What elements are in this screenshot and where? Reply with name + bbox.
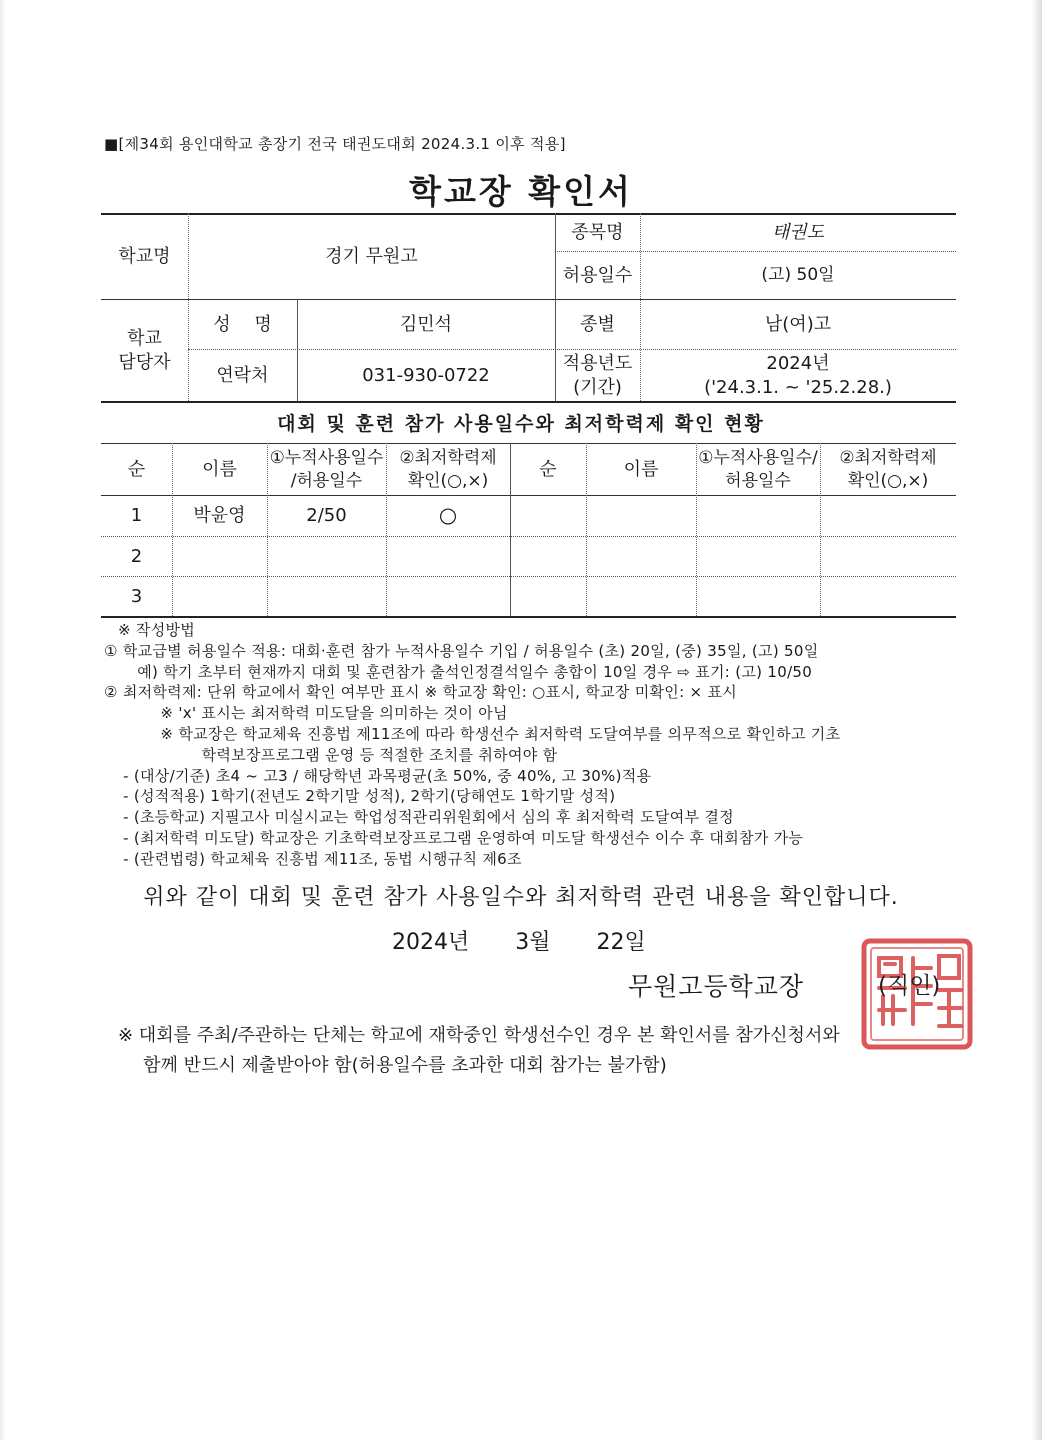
row-3-name — [172, 577, 267, 616]
col-header-days-right-line2: 허용일수 — [725, 470, 791, 491]
footnote-line: ※ 대회를 주최/주관하는 단체는 학교에 재학중인 학생선수인 경우 본 확인서를 참가신청서와 — [118, 1025, 840, 1046]
phone-value: 031-930-0722 — [362, 364, 490, 386]
gender-value: 남(여)고 — [764, 313, 832, 335]
notes-heading: ※ 작성방법 — [118, 621, 196, 639]
contact-person-label-line2: 담당자 — [118, 351, 171, 373]
row-1-no: 1 — [130, 505, 143, 527]
page-edge-left — [0, 0, 6, 1440]
col-header-days-right-line1: ①누적사용일수/ — [698, 447, 818, 468]
note-line: - (초등학교) 지필고사 미실시교는 학업성적관리위원회에서 심의 후 최저학력 도달여부 결정 — [118, 808, 734, 827]
col-header-min-right-line2: 확인(○,×) — [847, 470, 929, 491]
page-edge-right — [1032, 0, 1042, 1440]
year-label-line1: 적용년도 — [562, 353, 633, 375]
col-header-min-right-line1: ②최저학력제 — [839, 447, 937, 468]
note-line: 예) 학기 초부터 현재까지 대회 및 훈련참가 출석인정결석일수 총합이 10일 경우 ⇨ 표기: (고) 10/50 — [122, 662, 813, 681]
name-label: 성 명 — [213, 313, 272, 335]
phone-label: 연락처 — [216, 364, 269, 386]
row-3-no: 3 — [130, 585, 143, 607]
date-day: 22일 — [596, 930, 646, 955]
date-year: 2024년 — [392, 930, 470, 955]
note-line: - (최저학력 미도달) 학교장은 기초학력보장프로그램 운영하여 미도달 학생선수 이수 후 대회참가 가능 — [118, 828, 804, 847]
note-line: ※ 학교장은 학교체육 진흥법 제11조에 따라 학생선수 최저학력 도달여부를 의무적으로 확인하고 기초 — [130, 724, 841, 743]
school-value: 경기 무원고 — [325, 245, 418, 267]
days-label: 허용일수 — [562, 264, 633, 286]
col-header-no-right: 순 — [539, 458, 557, 480]
col-header-name-right: 이름 — [623, 458, 659, 480]
footnote-line: 함께 반드시 제출받아야 함(허용일수를 초과한 대회 참가는 불가함) — [126, 1055, 667, 1076]
col-header-name: 이름 — [202, 458, 237, 480]
col-header-days-right — [696, 444, 820, 495]
name-value: 김민석 — [399, 313, 453, 335]
info-bottom-border — [101, 401, 956, 403]
note-line: ※ 'x' 표시는 최저학력 미도달을 의미하는 것이 아님 — [130, 704, 508, 723]
event-label: 종목명 — [571, 221, 624, 243]
col-header-days — [267, 444, 386, 495]
year-value-line1: 2024년 — [766, 353, 830, 375]
row-1-days: 2/50 — [306, 505, 347, 527]
col-header-days-line1: ①누적사용일수 — [269, 447, 384, 468]
usage-bottom-border — [101, 616, 956, 618]
gender-label: 종별 — [580, 313, 615, 335]
year-label — [555, 350, 640, 401]
event-value: 태권도 — [771, 221, 825, 243]
confirmation-statement: 위와 같이 대회 및 훈련 참가 사용일수와 최저학력 관련 내용을 확인합니다. — [143, 885, 899, 910]
principal-title: 무원고등학교장 — [628, 972, 805, 1001]
col-header-min-line2: 확인(○,×) — [407, 470, 489, 491]
col-header-days-line2: /허용일수 — [290, 470, 363, 491]
note-line: - (성적적용) 1학기(전년도 2학기말 성적), 2학기(당해연도 1학기말 성적) — [118, 787, 616, 806]
writing-instructions — [104, 620, 840, 870]
row-2-no: 2 — [130, 545, 143, 567]
row-2-name — [172, 537, 267, 576]
footnote — [118, 1021, 840, 1081]
col-header-min-line1: ②최저학력제 — [399, 447, 497, 468]
note-line: 학력보장프로그램 운영 등 적절한 조치를 취하여야 함 — [156, 745, 558, 764]
year-value — [640, 350, 956, 401]
section-title: 대회 및 훈련 참가 사용일수와 최저학력제 확인 현황 — [277, 413, 765, 435]
row-3-days — [267, 577, 386, 616]
note-line: - (대상/기준) 초4 ~ 고3 / 해당학년 과목평균(초 50%, 중 40%, 고 30%)적용 — [118, 766, 652, 785]
seal-label: (직인) — [878, 973, 941, 999]
note-line: - (관련법령) 학교체육 진흥법 제11조, 동법 시행규칙 제6조 — [118, 849, 522, 868]
note-line: ① 학교급별 허용일수 적용: 대회·훈련 참가 누적사용일수 기입 / 허용일수 (초) 20일, (중) 35일, (고) 50일 — [104, 641, 819, 660]
contact-person-label — [101, 300, 188, 401]
row-2-check — [386, 537, 510, 576]
col-header-no: 순 — [127, 458, 146, 480]
contact-person-label-line1: 학교 — [127, 328, 162, 350]
note-line: ② 최저학력제: 단위 학교에서 확인 여부만 표시 ※ 학교장 확인: ○표시, 학교장 미확인: × 표시 — [104, 683, 738, 702]
row-2-days — [267, 537, 386, 576]
col-header-min — [386, 444, 510, 495]
document-title: 학교장 확인서 — [409, 172, 633, 211]
year-value-line2: ('24.3.1. ~ '25.2.28.) — [704, 376, 892, 398]
school-label: 학교명 — [118, 245, 171, 267]
days-value: (고) 50일 — [761, 265, 835, 286]
issue-date — [392, 925, 692, 956]
row-1-check: ○ — [438, 503, 458, 528]
year-label-line2: (기간) — [573, 376, 622, 398]
date-month: 3월 — [515, 930, 551, 955]
col-header-min-right — [820, 444, 956, 495]
header-note: ■[제34회 용인대학교 총장기 전국 태권도대회 2024.3.1 이후 적용] — [104, 135, 566, 153]
row-1-name: 박윤영 — [193, 505, 246, 527]
row-3-check — [386, 577, 510, 616]
